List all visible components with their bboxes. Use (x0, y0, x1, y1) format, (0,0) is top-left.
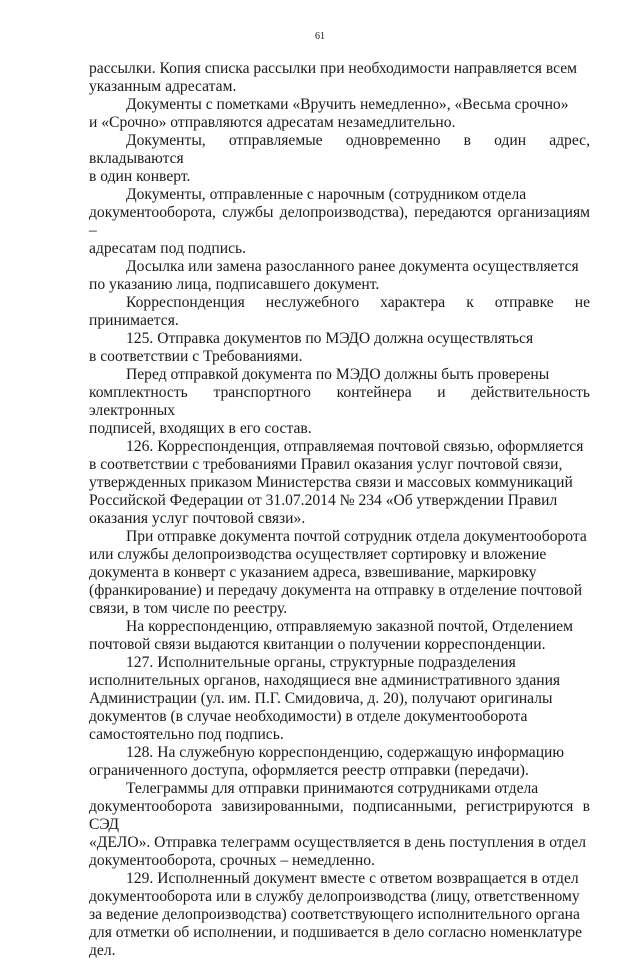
paragraph-courier-delivery: Документы, отправленные с нарочным (сотрудником отдела документооборота, службы делопроизводства), передаются организациям – адресатам под подпись. (89, 186, 590, 257)
paragraph-telegrams: Телеграммы для отправки принимаются сотрудниками отдела документооборота завизированными, подписанными, регистрируются в СЭД «ДЕЛО». Отправка телеграмм осуществляется в день поступления в отдел документооборота, срочных – немедленно. (89, 780, 590, 869)
paragraph-non-official: Корреспонденция неслужебного характера к отправке не принимается. (89, 294, 590, 329)
paragraph-one-envelope: Документы, отправляемые одновременно в один адрес, вкладываются в один конверт. (89, 132, 590, 185)
paragraph-registered-mail: На корреспонденцию, отправляемую заказной почтой, Отделением почтовой связи выдаются квитанции о получении корреспонденции. (89, 618, 573, 653)
paragraph-medo-check: Перед отправкой документа по МЭДО должны быть проверены комплектность транспортного контейнера и действительность электронных подписей, входящих в его состав. (89, 366, 590, 437)
paragraph-129-executed: 129. Исполненный документ вместе с ответом возвращается в отдел документооборота или в службу делопроизводства (лицу, ответственному за ведение делопроизводства) соответствующего исполнительного органа для отметки об исполнении, и подшивается в дело согласно номенклатуре дел. (89, 870, 583, 959)
paragraph-mailing-copy: рассылки. Копия списка рассылки при необходимости направляется всем указанным адресатам. (89, 60, 578, 95)
document-body (89, 60, 590, 960)
paragraph-postal-procedure: При отправке документа почтой сотрудник отдела документооборота или службы делопроизводства осуществляет сортировку и вложение документа в конверт с указанием адреса, взвешивание, маркировку (франкирование) и передачу документа на отправку в отделение почтовой связи, в том числе по реестру. (89, 528, 587, 617)
paragraph-127-originals: 127. Исполнительные органы, структурные подразделения исполнительных органов, находящиеся вне административного здания Администрации (ул. им. П.Г. Смидовича, д. 20), получают оригиналы документов (в случае необходимости) в отделе документооборота самостоятельно под подпись. (89, 654, 561, 743)
page-number: 61 (315, 31, 325, 42)
paragraph-urgent-marks: Документы с пометками «Вручить немедленно», «Весьма срочно» и «Срочно» отправляются адресатам незамедлительно. (89, 96, 569, 131)
paragraph-resend: Досылка или замена разосланного ранее документа осуществляется по указанию лица, подписавшего документ. (89, 258, 579, 293)
paragraph-126-postal: 126. Корреспонденция, отправляемая почтовой связью, оформляется в соответствии с требованиями Правил оказания услуг почтовой связи, утвержденных приказом Министерства связи и массовых коммуникаций Российской Федерации от 31.07.2014 № 234 «Об утверждении Правил оказания услуг почтовой связи». (89, 438, 584, 527)
paragraph-128-restricted: 128. На служебную корреспонденцию, содержащую информацию ограниченного доступа, оформляется реестр отправки (передачи). (89, 744, 565, 779)
paragraph-125-medo: 125. Отправка документов по МЭДО должна осуществляться в соответствии с Требованиями. (89, 330, 534, 365)
